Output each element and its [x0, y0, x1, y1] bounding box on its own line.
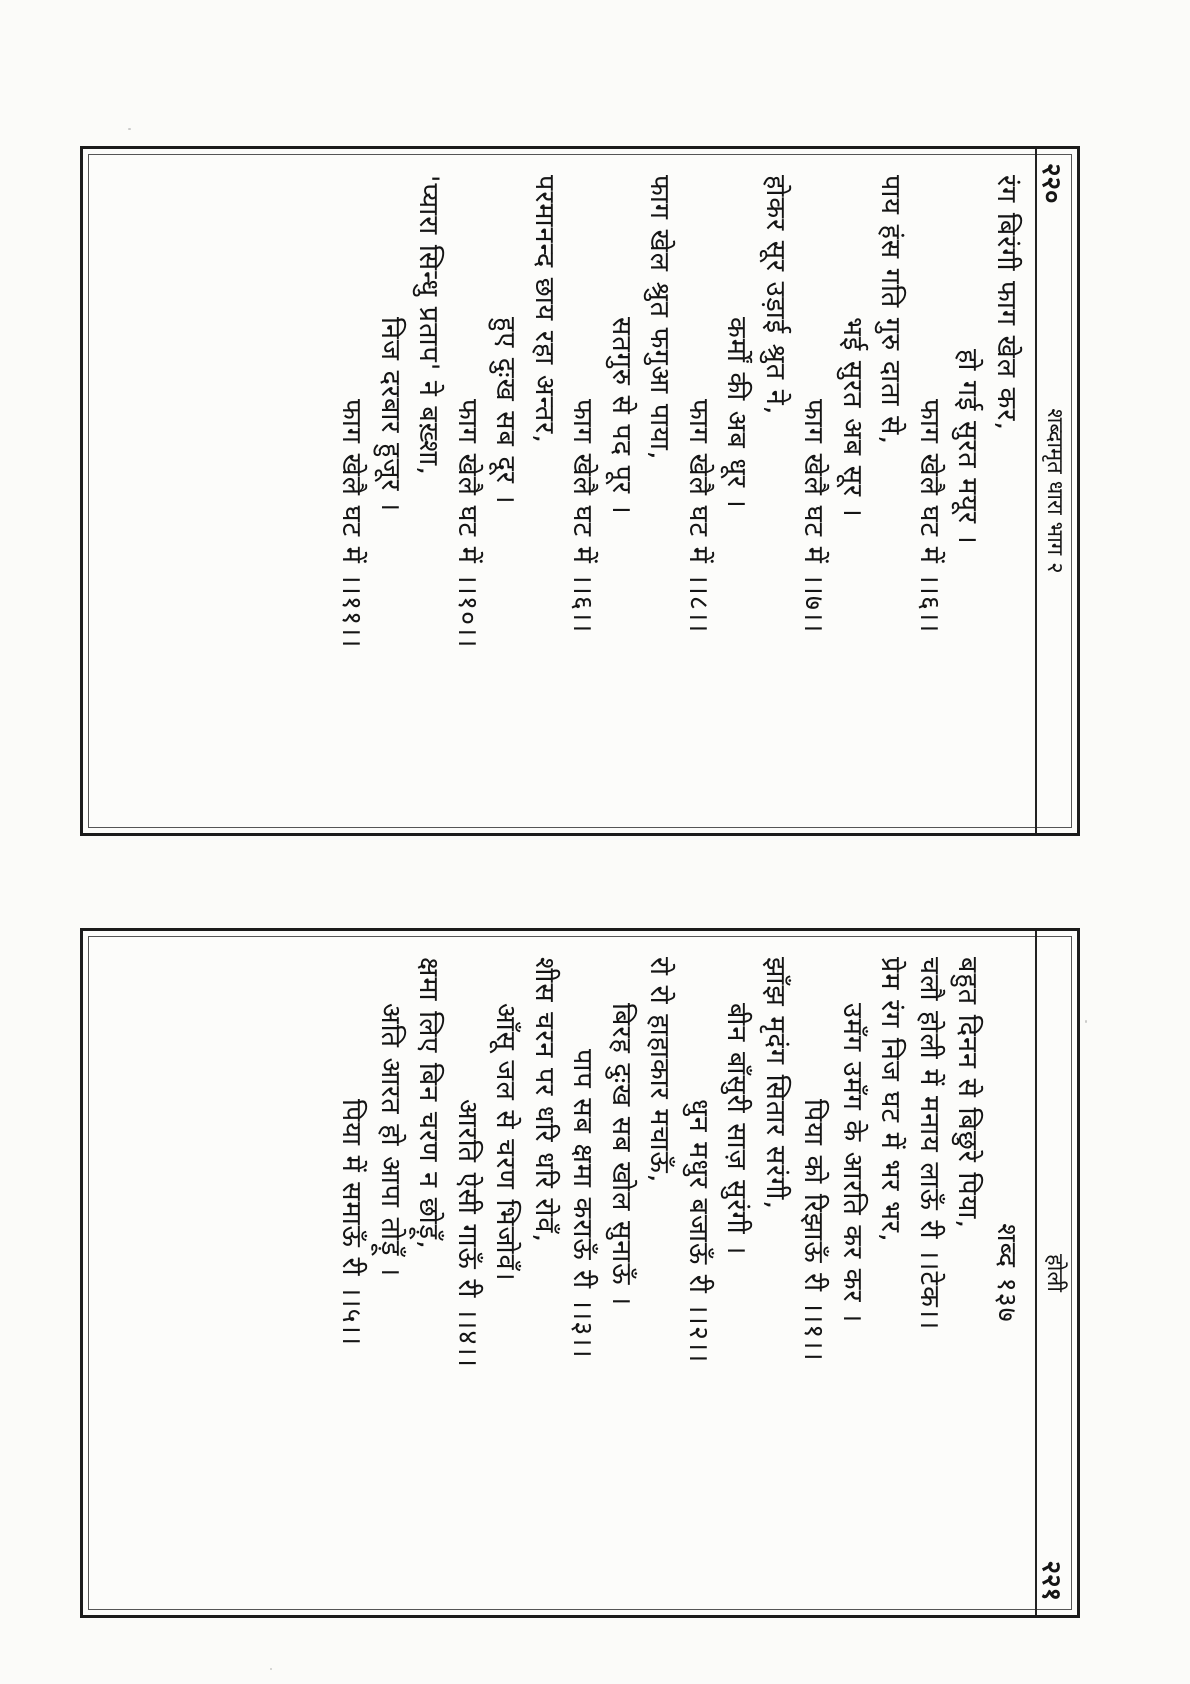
right-page — [80, 928, 1080, 1618]
page-number: २२१ — [1036, 1560, 1066, 1601]
verse-line: सतगुरु से पद पूर । — [606, 317, 637, 515]
verse-line: भई सुरत अब सूर । — [837, 317, 868, 518]
verse-line: आँसू जल से चरण भिजोवँ। — [490, 1003, 522, 1282]
verse-line: शीस चरन पर धरि धरि रोवँ, — [529, 957, 560, 1243]
verse-line: बहुत दिनन से बिछुरे पिया, — [952, 957, 984, 1229]
verse-line: क्षमा लिए बिन चरण न छोड़ूँ, — [413, 957, 445, 1250]
verse-line: कर्मों की अब धूर । — [721, 317, 753, 509]
verse-refrain: फाग खेलै घट में ।।८।। — [683, 399, 714, 634]
verse-line: प्रेम रंग निज घट में भर भर, — [875, 957, 907, 1243]
verse-line: 'प्यारा सिन्धु प्रताप' ने बख़्शा, — [413, 175, 445, 476]
verse-refrain: आरति ऐसी गाऊँ री ।।४।। — [452, 1099, 483, 1368]
page-header — [1035, 149, 1077, 833]
scan-speck — [270, 1668, 272, 1670]
verse-line: फाग खेल श्रुत फगुआ पाया, — [644, 175, 676, 461]
verse-line: चलौ होली में मनाय लाऊँ री ।।टेक।। — [914, 957, 945, 1331]
running-head: शब्दामृत धारा भाग २ — [1042, 408, 1067, 574]
running-head: होली — [1042, 1254, 1067, 1292]
verse-refrain: फाग खेलै घट में ।।६।। — [914, 399, 945, 634]
page-number: २२० — [1036, 163, 1066, 204]
verse-line: हुए दुःख सब दूर । — [490, 317, 522, 505]
verse-line: परमानन्द छाय रहा अन्तर, — [529, 175, 560, 444]
verse-refrain: फाग खेलै घट में ।।१०।। — [452, 399, 483, 649]
scan-speck — [128, 128, 131, 130]
verse-refrain: धुन मधुर बजाऊँ री ।।२।। — [683, 1099, 714, 1364]
verse-line: उमँग उमँग के आरति कर कर । — [837, 1003, 868, 1324]
verse-line: पाय हंस गति गुरु दाता से, — [875, 175, 907, 445]
verse-line: अति आरत हो आपा तोड़ूँ । — [375, 1003, 406, 1278]
verse-refrain: पिया को रिझाऊँ री ।।१।। — [798, 1099, 830, 1362]
verse-refrain: पाप सब क्षमा कराऊँ री ।।३।। — [567, 1049, 599, 1359]
verse-line: बीन बाँसुरी साज़ सुरंगी । — [721, 1003, 753, 1256]
verse-line: रंग बिरंगी फाग खेल कर, — [991, 175, 1022, 431]
verse-line: झाँझ मृदंग सितार सरंगी, — [760, 957, 791, 1210]
verse-body — [332, 931, 1025, 1615]
left-page — [80, 146, 1080, 836]
verse-line: हो गई सुरत मयूर । — [952, 349, 984, 545]
scan-speck — [1085, 1020, 1087, 1023]
hymn-title: शब्द १३७ — [991, 1223, 1022, 1323]
verse-refrain: पिया में समाऊँ री ।।५।। — [336, 1099, 368, 1347]
verse-line: बिरह दुःख सब खोल सुनाऊँ । — [606, 1003, 637, 1307]
verse-line: निज दरबार हुजूर । — [375, 317, 406, 513]
verse-refrain: फाग खेलै घट में ।।६।। — [567, 399, 599, 634]
verse-body — [332, 149, 1025, 833]
verse-line: होकर सूर उड़ाई श्रुत ने, — [760, 175, 791, 416]
verse-refrain: फाग खेलै घट में ।।११।। — [336, 399, 368, 649]
page-header — [1035, 931, 1077, 1615]
verse-refrain: फाग खेलै घट में ।।७।। — [798, 399, 830, 634]
verse-line: रो रो हाहाकार मचाऊँ, — [644, 957, 676, 1184]
